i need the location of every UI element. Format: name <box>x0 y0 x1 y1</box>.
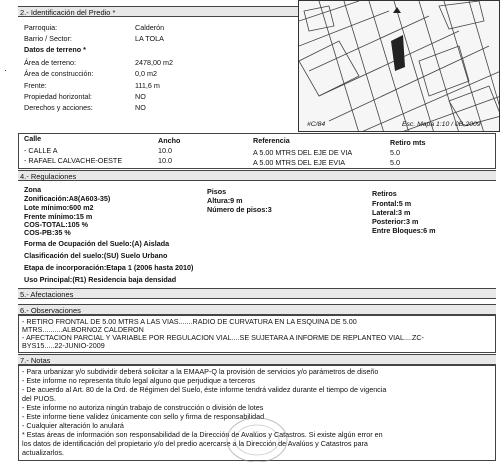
lote-minimo-text: Lote mínimo:600 m2 <box>24 203 94 212</box>
north-arrow-icon <box>393 7 401 13</box>
propiedad-horizontal-label: Propiedad horizontal: <box>24 92 92 101</box>
note-line-8: * Estas áreas de información son responsabilidad de la Dirección de Avalúos y Catastros. Si existe algún error en <box>22 430 383 439</box>
street-row-2-retiro: 5.0 <box>390 158 400 167</box>
zonificacion-text: Zonificación:A8(A603-35) <box>24 194 111 203</box>
parcel-map <box>298 0 500 132</box>
derechos-value: NO <box>135 103 146 112</box>
section-4-header <box>18 170 496 181</box>
streets-header-referencia: Referencia <box>253 136 290 145</box>
note-line-3: - De acuerdo al Art. 80 de la Ord. de Régimen del Suelo, éste informe tendrá validez durante el tiempo de vigencia <box>22 385 387 394</box>
forma-ocupacion-text: Forma de Ocupación del Suelo:(A) Aislada <box>24 239 170 248</box>
street-row-2-calle: - RAFAEL CALVACHE-OESTE <box>24 156 123 165</box>
numero-pisos-text: Número de pisos:3 <box>207 205 272 214</box>
retiros-label: Retiros <box>372 189 397 198</box>
margin-mark: · <box>4 65 7 75</box>
area-terreno-label: Área de terreno: <box>24 58 76 67</box>
streets-header-ancho: Ancho <box>158 136 181 145</box>
section-5-title: 5.- Afectaciones <box>20 290 74 299</box>
parroquia-label: Parroquia: <box>24 23 58 32</box>
uso-principal-text: Uso Principal:(R1) Residencia baja densidad <box>24 275 177 284</box>
note-line-7: - Cualquier alteración lo anulará <box>22 421 124 430</box>
retiro-posterior-text: Posterior:3 m <box>372 217 419 226</box>
derechos-label: Derechos y acciones: <box>24 103 93 112</box>
etapa-text: Etapa de incorporación:Etapa 1 (2006 hasta 2010) <box>24 263 194 272</box>
section-2-header <box>18 6 298 17</box>
streets-header-retiro: Retiro mts <box>390 138 426 147</box>
note-line-10: actualizarlos. <box>22 448 64 457</box>
section-7-title: 7.- Notas <box>20 356 51 365</box>
cos-pb-text: COS-PB:35 % <box>24 228 71 237</box>
area-construccion-value: 0,0 m2 <box>135 69 157 78</box>
street-row-1-calle: - CALLE A <box>24 146 58 155</box>
zona-label: Zona <box>24 185 42 194</box>
highlighted-parcel <box>391 35 405 71</box>
section-2-title: 2.- Identificación del Predio * <box>20 8 116 17</box>
note-line-9: los datos de identificación del propietario y/o del predio acercarse a la Dirección de Avalúos y Catastros para <box>22 439 368 448</box>
section-4-title: 4.- Regulaciones <box>20 172 77 181</box>
street-row-2-referencia: A 5.00 MTRS DEL EJE EVIA <box>253 158 346 167</box>
clasificacion-text: Clasificación del suelo:(SU) Suelo Urbano <box>24 251 168 260</box>
barrio-value: LA TOLA <box>135 34 164 43</box>
street-row-1-retiro: 5.0 <box>390 148 400 157</box>
street-row-1-referencia: A 5.00 MTRS DEL EJE DE VIA <box>253 148 353 157</box>
note-line-1: - Para urbanizar y/o subdividir deberá solicitar a la EMAAP-Q la provisión de servicios y/o parámetros de diseño <box>22 367 379 376</box>
area-terreno-value: 2478,00 m2 <box>135 58 173 67</box>
observation-line-3: - AFECTACION PARCIAL Y VARIABLE POR REGULACION VIAL....SE SUJETARA A INFORME DE REPLANTEO VIAL....ZC- <box>22 333 424 342</box>
barrio-label: Barrio / Sector: <box>24 34 72 43</box>
parroquia-value: Calderón <box>135 23 165 32</box>
observation-line-4: BYS15.....22-JUNIO-2009 <box>22 341 105 350</box>
official-stamp <box>222 410 292 462</box>
note-line-4: del PUOS. <box>22 394 56 403</box>
note-line-5: - Este informe no autoriza ningún trabajo de construcción o división de lotes <box>22 403 264 412</box>
section-5-header <box>18 288 496 299</box>
retiro-lateral-text: Lateral:3 m <box>372 208 411 217</box>
street-row-2-ancho: 10.0 <box>158 156 172 165</box>
observation-line-1: - RETIRO FRONTAL DE 5.00 MTRS A LAS VIAS.......RADIO DE CURVATURA EN LA ESQUINA DE 5.00 <box>22 317 357 326</box>
note-line-2: - Este informe no representa título legal alguno que perjudique a terceros <box>22 376 255 385</box>
section-6-header <box>18 304 496 315</box>
section-7-header <box>18 354 496 365</box>
pisos-label: Pisos <box>207 187 227 196</box>
frente-value: 111,6 m <box>135 81 160 90</box>
frente-minimo-text: Frente mínimo:15 m <box>24 212 93 221</box>
observation-line-2: MTRS..........ALBORNOZ CALDERON <box>22 325 144 334</box>
parcel-map-drawing <box>299 1 500 132</box>
propiedad-horizontal-value: NO <box>135 92 146 101</box>
retiro-frontal-text: Frontal:5 m <box>372 199 412 208</box>
cos-total-text: COS-TOTAL:105 % <box>24 220 89 229</box>
section-6-title: 6.- Observaciones <box>20 306 81 315</box>
streets-header-calle: Calle <box>24 134 42 143</box>
datos-terreno-label: Datos de terreno * <box>24 45 86 54</box>
entre-bloques-text: Entre Bloques:6 m <box>372 226 436 235</box>
altura-text: Altura:9 m <box>207 196 243 205</box>
area-construccion-label: Área de construcción: <box>24 69 94 78</box>
map-label-left: #C/84 <box>307 121 326 128</box>
note-line-6: - Este informe tiene validez únicamente con sello y firma de responsabilidad <box>22 412 265 421</box>
frente-label: Frente: <box>24 81 47 90</box>
street-row-1-ancho: 10.0 <box>158 146 172 155</box>
map-scale-label: Esc. Mapa 1:10 / 0B-2009 <box>402 121 481 128</box>
